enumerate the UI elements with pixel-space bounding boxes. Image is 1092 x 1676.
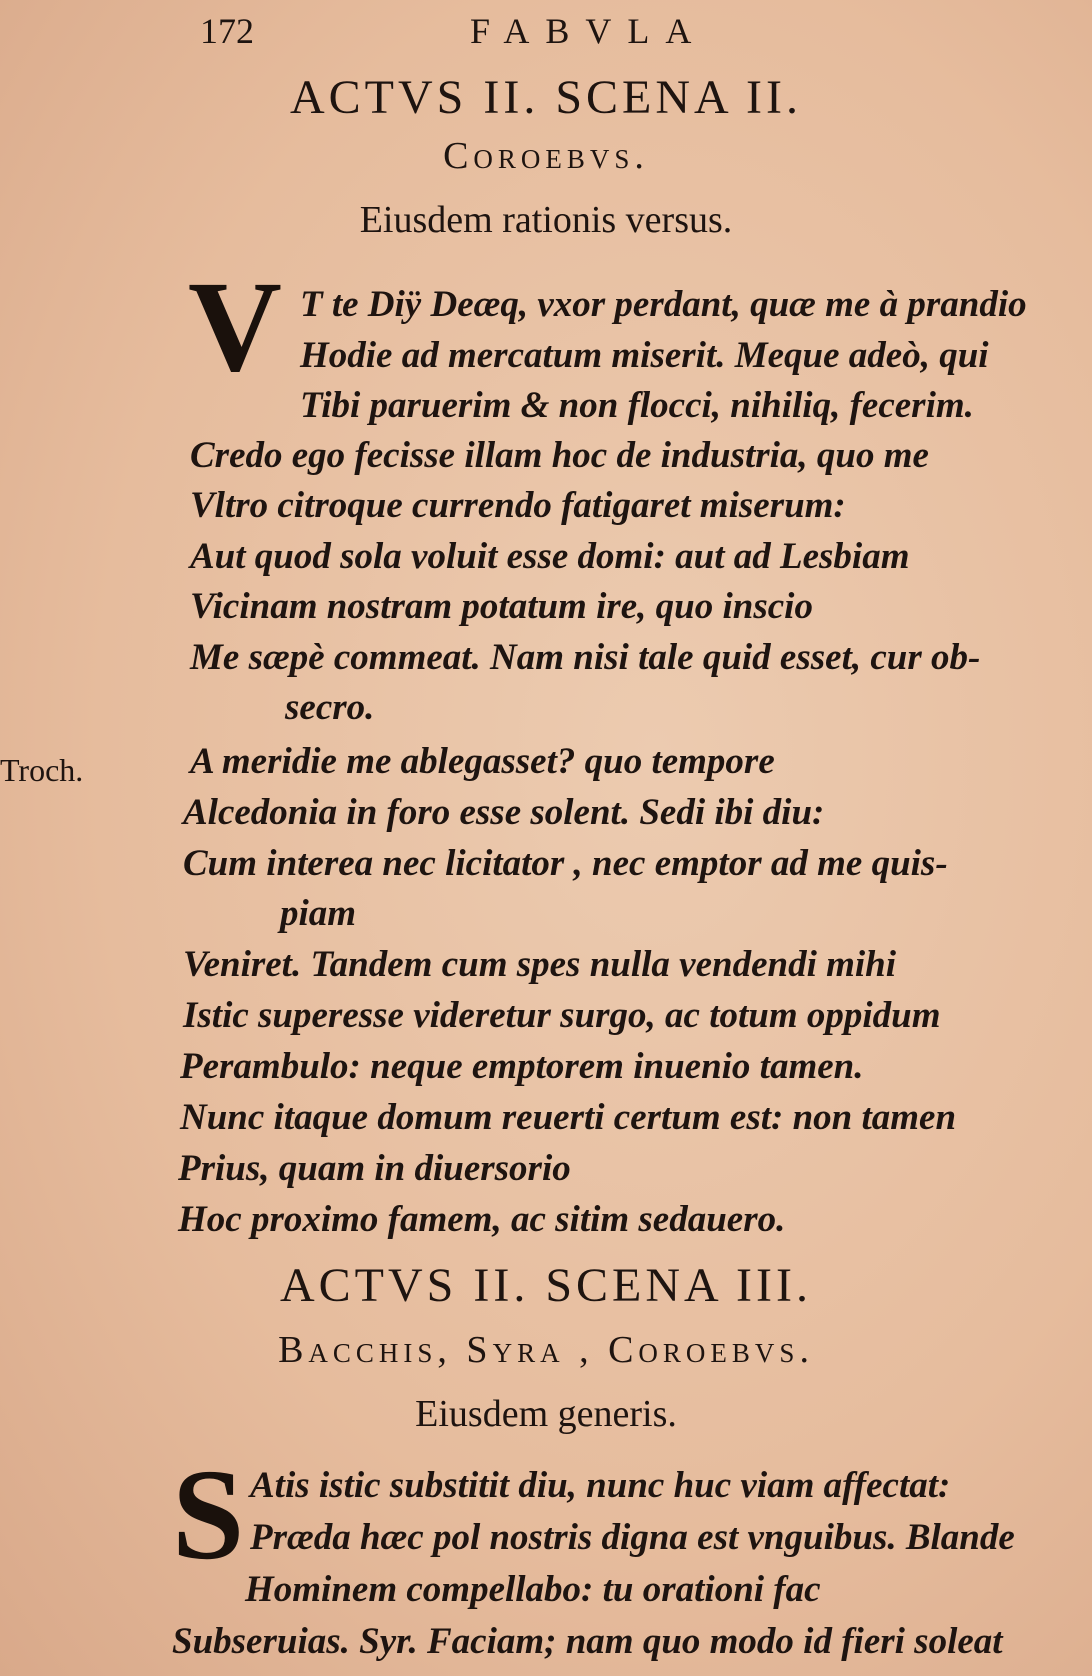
verse-line: Præda hæc pol nostris digna est vnguibus. Blande [250, 1517, 1015, 1558]
persona-heading: Bacchis, Syra , Coroebvs. [278, 1329, 814, 1371]
running-title: FABVLA [470, 11, 708, 51]
verse-line: Perambulo: neque emptorem inuenio tamen. [180, 1046, 864, 1087]
verse-line: Hodie ad mercatum miserit. Meque adeò, qui [300, 335, 989, 376]
verse-line: Prius, quam in diuersorio [178, 1148, 571, 1189]
verse-line: Vicinam nostram potatum ire, quo inscio [190, 586, 813, 627]
verse-line: Hominem compellabo: tu orationi fac [245, 1569, 821, 1610]
verse-line: Istic superesse videretur surgo, ac totum oppidum [183, 995, 941, 1036]
verse-line: Veniret. Tandem cum spes nulla vendendi mihi [183, 944, 897, 985]
verse-line: Subseruias. Syr. Faciam; nam quo modo id fieri soleat [172, 1621, 1003, 1662]
verse-line: piam [280, 893, 357, 934]
persona-heading: Coroebvs. [443, 135, 649, 177]
verse-line: T te Diÿ Deæq, vxor perdant, quæ me à prandio [300, 284, 1027, 325]
verse-line: Tibi paruerim & non flocci, nihiliq, fecerim. [300, 385, 974, 426]
verse-line: A meridie me ablegasset? quo tempore [190, 741, 775, 782]
verse-line: Cum interea nec licitator , nec emptor ad me quis- [183, 843, 948, 884]
page-number: 172 [200, 11, 254, 51]
drop-cap-initial: V [188, 255, 282, 399]
verse-line: Me sæpè commeat. Nam nisi tale quid esset, cur ob- [190, 637, 981, 678]
drop-cap-initial: S [172, 1443, 245, 1587]
meter-note: Eiusdem rationis versus. [359, 199, 733, 241]
scene-title: ACTVS II. SCENA III. [280, 1259, 812, 1312]
verse-line: Hoc proximo famem, ac sitim sedauero. [178, 1199, 786, 1240]
verse-line: Credo ego fecisse illam hoc de industria, quo me [190, 435, 929, 476]
verse-line: secro. [285, 687, 375, 728]
verse-line: Alcedonia in foro esse solent. Sedi ibi diu: [183, 792, 825, 833]
verse-line: Aut quod sola voluit esse domi: aut ad Lesbiam [190, 536, 910, 577]
margin-note: Troch. [0, 752, 84, 788]
verse-line: Vltro citroque currendo fatigaret miserum: [190, 485, 846, 526]
verse-line: Nunc itaque domum reuerti certum est: non tamen [180, 1097, 957, 1138]
verse-line: Atis istic substitit diu, nunc huc viam affectat: [250, 1465, 951, 1506]
meter-note: Eiusdem generis. [415, 1393, 677, 1435]
scene-title: ACTVS II. SCENA II. [289, 71, 802, 124]
